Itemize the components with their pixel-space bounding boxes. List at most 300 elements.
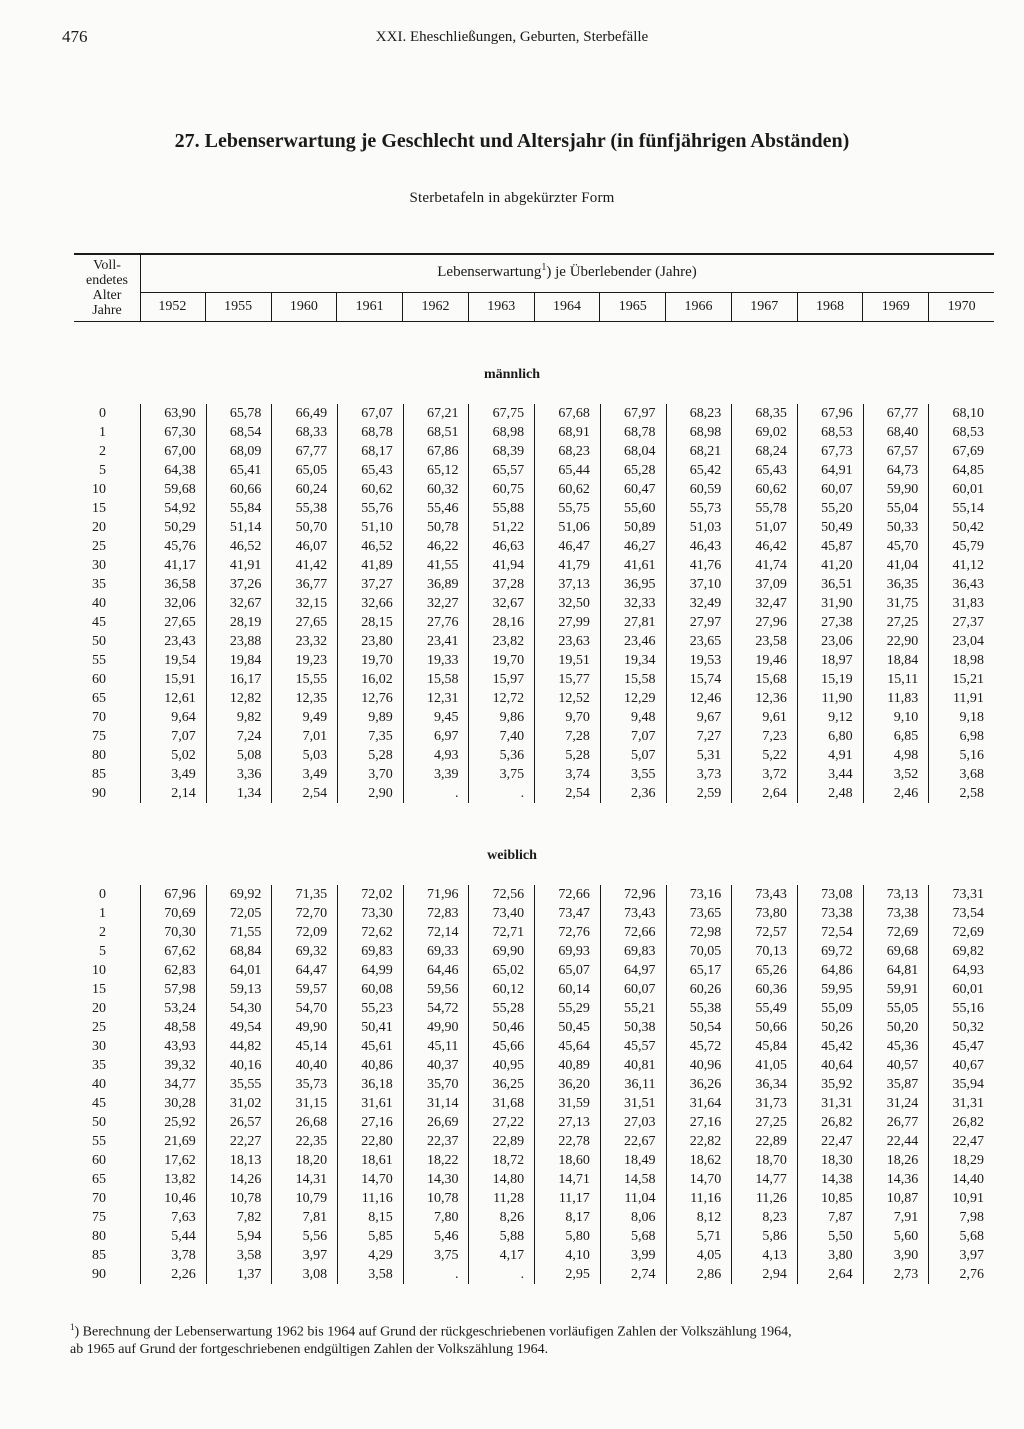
value-cell: 41,42 — [271, 556, 337, 575]
value-cell: 2,59 — [666, 784, 732, 803]
table-row — [74, 651, 994, 670]
value-cell: 60,14 — [534, 980, 600, 999]
value-cell: 70,30 — [164, 925, 196, 940]
value-cell: 72,56 — [468, 885, 534, 904]
value-cell: 67,77 — [271, 442, 337, 461]
value-cell: 59,90 — [863, 480, 929, 499]
age-cell: 35 — [92, 577, 106, 592]
value-cell: 68,33 — [271, 423, 337, 442]
value-cell: 5,56 — [271, 1227, 337, 1246]
value-cell: 12,72 — [468, 689, 534, 708]
table-row — [74, 1018, 994, 1037]
value-cell: 2,64 — [797, 1265, 863, 1284]
value-cell: 9,10 — [863, 708, 929, 727]
value-cell: 2,95 — [534, 1265, 600, 1284]
age-cell: 1 — [99, 906, 106, 921]
value-cell: 72,98 — [666, 923, 732, 942]
value-cell: 23,32 — [271, 632, 337, 651]
value-cell: 9,49 — [271, 708, 337, 727]
data-block-weiblich — [74, 885, 994, 1284]
value-cell: 3,90 — [863, 1246, 929, 1265]
value-cell: 2,26 — [171, 1267, 196, 1282]
value-cell: 68,78 — [337, 423, 403, 442]
footnote-marker: 1 — [70, 1322, 75, 1332]
value-group — [140, 1113, 994, 1132]
value-cell: 62,83 — [164, 963, 196, 978]
footnote — [70, 1319, 1000, 1358]
table-row — [74, 670, 994, 689]
value-cell: 40,89 — [534, 1056, 600, 1075]
value-cell: 2,36 — [600, 784, 666, 803]
value-cell: 36,34 — [731, 1075, 797, 1094]
value-cell: 22,90 — [863, 632, 929, 651]
value-cell: 72,71 — [468, 923, 534, 942]
value-cell: 60,12 — [468, 980, 534, 999]
value-cell: 5,94 — [206, 1227, 272, 1246]
value-cell: 27,65 — [271, 613, 337, 632]
value-cell: . — [468, 784, 534, 803]
table-row — [74, 480, 994, 499]
table-row — [74, 537, 994, 556]
value-cell: 73,30 — [337, 904, 403, 923]
value-cell: 68,04 — [600, 442, 666, 461]
value-cell: 40,95 — [468, 1056, 534, 1075]
value-cell: 40,37 — [403, 1056, 469, 1075]
value-cell: 37,09 — [731, 575, 797, 594]
value-cell: 36,51 — [797, 575, 863, 594]
value-cell: 8,15 — [337, 1208, 403, 1227]
value-cell: 5,02 — [171, 748, 196, 763]
value-cell: 50,78 — [403, 518, 469, 537]
value-cell: 67,97 — [600, 404, 666, 423]
year-header-cell: 1964 — [534, 293, 600, 321]
value-cell: 59,56 — [403, 980, 469, 999]
table-row — [74, 1189, 994, 1208]
value-cell: 41,89 — [337, 556, 403, 575]
value-cell: 73,43 — [600, 904, 666, 923]
table-row — [74, 442, 994, 461]
value-cell: 69,02 — [731, 423, 797, 442]
age-cell: 70 — [92, 1191, 106, 1206]
value-cell: 69,33 — [403, 942, 469, 961]
value-cell: 4,13 — [731, 1246, 797, 1265]
value-cell: 18,97 — [797, 651, 863, 670]
value-cell: 12,35 — [271, 689, 337, 708]
value-cell: 60,59 — [666, 480, 732, 499]
value-cell: 2,54 — [534, 784, 600, 803]
value-cell: 51,22 — [468, 518, 534, 537]
table-row — [74, 999, 994, 1018]
value-cell: . — [468, 1265, 534, 1284]
value-cell: 5,28 — [337, 746, 403, 765]
value-cell: 14,31 — [271, 1170, 337, 1189]
stub-header-line: Alter — [92, 288, 122, 303]
value-group — [140, 1094, 994, 1113]
value-cell: 27,03 — [600, 1113, 666, 1132]
value-cell: 36,18 — [337, 1075, 403, 1094]
value-cell: 73,31 — [928, 885, 994, 904]
age-cell: 65 — [92, 1172, 106, 1187]
year-header-cell: 1963 — [468, 293, 534, 321]
value-cell: 19,54 — [164, 653, 196, 668]
age-cell: 40 — [92, 1077, 106, 1092]
value-cell: 40,57 — [863, 1056, 929, 1075]
value-cell: 69,68 — [863, 942, 929, 961]
value-cell: 2,74 — [600, 1265, 666, 1284]
value-cell: 49,54 — [206, 1018, 272, 1037]
value-group — [140, 404, 994, 423]
footnote-marker: 1 — [541, 262, 547, 273]
table-row — [74, 1246, 994, 1265]
value-cell: 2,64 — [731, 784, 797, 803]
value-cell: 22,47 — [928, 1132, 994, 1151]
value-cell: 18,61 — [337, 1151, 403, 1170]
value-cell: 50,46 — [468, 1018, 534, 1037]
value-cell: 3,49 — [171, 767, 196, 782]
value-group — [140, 1189, 994, 1208]
table-row — [74, 689, 994, 708]
value-cell: 69,83 — [337, 942, 403, 961]
value-cell: 41,04 — [863, 556, 929, 575]
value-cell: 55,76 — [337, 499, 403, 518]
value-cell: 46,22 — [403, 537, 469, 556]
age-cell: 90 — [92, 786, 106, 801]
value-cell: 36,25 — [468, 1075, 534, 1094]
value-cell: 64,81 — [863, 961, 929, 980]
age-cell: 2 — [99, 444, 106, 459]
value-cell: 10,78 — [403, 1189, 469, 1208]
value-cell: 7,98 — [928, 1208, 994, 1227]
value-cell: 31,31 — [928, 1094, 994, 1113]
value-cell: 34,77 — [164, 1077, 196, 1092]
value-cell: 73,38 — [797, 904, 863, 923]
value-group — [140, 670, 994, 689]
value-cell: 4,91 — [797, 746, 863, 765]
value-cell: 26,82 — [928, 1113, 994, 1132]
value-cell: 15,97 — [468, 670, 534, 689]
value-cell: 40,16 — [206, 1056, 272, 1075]
value-cell: 55,29 — [534, 999, 600, 1018]
value-cell: 7,80 — [403, 1208, 469, 1227]
value-cell: 19,34 — [600, 651, 666, 670]
value-cell: 19,70 — [468, 651, 534, 670]
value-cell: 51,07 — [731, 518, 797, 537]
value-cell: 59,91 — [863, 980, 929, 999]
value-cell: 15,21 — [928, 670, 994, 689]
value-cell: 7,27 — [666, 727, 732, 746]
value-cell: 5,36 — [468, 746, 534, 765]
value-cell: 67,68 — [534, 404, 600, 423]
value-cell: 50,49 — [797, 518, 863, 537]
value-cell: 8,17 — [534, 1208, 600, 1227]
value-cell: 7,07 — [171, 729, 196, 744]
age-cell: 75 — [92, 1210, 106, 1225]
value-cell: 4,29 — [337, 1246, 403, 1265]
age-cell: 90 — [92, 1267, 106, 1282]
value-cell: 68,21 — [666, 442, 732, 461]
value-cell: 5,85 — [337, 1227, 403, 1246]
value-cell: 69,90 — [468, 942, 534, 961]
value-cell: 67,30 — [164, 425, 196, 440]
section-label-weiblich: weiblich — [487, 848, 537, 863]
value-cell: 68,40 — [863, 423, 929, 442]
value-cell: 65,78 — [206, 404, 272, 423]
value-cell: 35,92 — [797, 1075, 863, 1094]
value-cell: 11,91 — [928, 689, 994, 708]
stub-header-line: endetes — [86, 273, 128, 288]
value-cell: 72,96 — [600, 885, 666, 904]
value-cell: 63,90 — [164, 406, 196, 421]
value-cell: 67,96 — [797, 404, 863, 423]
value-cell: 36,11 — [600, 1075, 666, 1094]
value-cell: 45,64 — [534, 1037, 600, 1056]
table-row — [74, 1151, 994, 1170]
value-cell: 36,77 — [271, 575, 337, 594]
value-cell: 72,70 — [271, 904, 337, 923]
value-cell: 65,44 — [534, 461, 600, 480]
value-cell: 72,57 — [731, 923, 797, 942]
value-cell: 27,22 — [468, 1113, 534, 1132]
value-cell: 15,19 — [797, 670, 863, 689]
value-cell: 55,88 — [468, 499, 534, 518]
value-cell: 54,30 — [206, 999, 272, 1018]
value-cell: 69,72 — [797, 942, 863, 961]
value-cell: 55,05 — [863, 999, 929, 1018]
table-row — [74, 461, 994, 480]
value-cell: 28,19 — [206, 613, 272, 632]
value-cell: 54,70 — [271, 999, 337, 1018]
value-cell: 9,12 — [797, 708, 863, 727]
value-cell: 55,84 — [206, 499, 272, 518]
value-cell: 10,85 — [797, 1189, 863, 1208]
value-cell: 11,26 — [731, 1189, 797, 1208]
value-cell: 46,47 — [534, 537, 600, 556]
value-cell: 65,12 — [403, 461, 469, 480]
value-cell: 11,16 — [666, 1189, 732, 1208]
value-cell: 1,37 — [206, 1265, 272, 1284]
age-cell: 80 — [92, 1229, 106, 1244]
value-cell: 68,24 — [731, 442, 797, 461]
age-cell: 20 — [92, 520, 106, 535]
value-cell: 3,44 — [797, 765, 863, 784]
age-cell: 25 — [92, 1020, 106, 1035]
year-header-cell: 1955 — [205, 293, 271, 321]
value-cell: 22,89 — [468, 1132, 534, 1151]
value-cell: 45,11 — [403, 1037, 469, 1056]
value-cell: 31,14 — [403, 1094, 469, 1113]
footnote-line — [70, 1319, 1000, 1341]
value-cell: 55,09 — [797, 999, 863, 1018]
age-cell: 85 — [92, 1248, 106, 1263]
value-cell: 50,54 — [666, 1018, 732, 1037]
age-cell: 2 — [99, 925, 106, 940]
value-cell: 65,57 — [468, 461, 534, 480]
value-cell: 22,78 — [534, 1132, 600, 1151]
value-cell: 18,13 — [206, 1151, 272, 1170]
value-group — [140, 537, 994, 556]
table-row — [74, 1208, 994, 1227]
value-cell: 73,08 — [797, 885, 863, 904]
value-cell: 27,76 — [403, 613, 469, 632]
value-cell: 2,94 — [731, 1265, 797, 1284]
year-header-cell: 1970 — [928, 293, 994, 321]
value-cell: 45,72 — [666, 1037, 732, 1056]
value-cell: 68,10 — [928, 404, 994, 423]
value-cell: 11,83 — [863, 689, 929, 708]
value-cell: 7,81 — [271, 1208, 337, 1227]
value-group — [140, 518, 994, 537]
value-cell: 3,55 — [600, 765, 666, 784]
value-cell: 51,03 — [666, 518, 732, 537]
table-title: 27. Lebenserwartung je Geschlecht und Altersjahr (in fünfjährigen Abständen) — [174, 130, 850, 152]
value-cell: 51,06 — [534, 518, 600, 537]
value-group — [140, 1246, 994, 1265]
value-cell: 3,39 — [403, 765, 469, 784]
value-cell: 31,31 — [797, 1094, 863, 1113]
value-cell: 19,23 — [271, 651, 337, 670]
value-cell: 36,26 — [666, 1075, 732, 1094]
value-group — [140, 1018, 994, 1037]
value-cell: 50,66 — [731, 1018, 797, 1037]
value-cell: 26,82 — [797, 1113, 863, 1132]
value-cell: 41,12 — [928, 556, 994, 575]
value-cell: 4,17 — [468, 1246, 534, 1265]
value-cell: 10,87 — [863, 1189, 929, 1208]
value-cell: 64,38 — [164, 463, 196, 478]
value-cell: 45,61 — [337, 1037, 403, 1056]
value-cell: 3,73 — [666, 765, 732, 784]
year-header-cell: 1965 — [599, 293, 665, 321]
value-cell: 7,91 — [863, 1208, 929, 1227]
value-cell: 46,52 — [337, 537, 403, 556]
value-cell: 64,47 — [271, 961, 337, 980]
value-cell: 3,52 — [863, 765, 929, 784]
value-cell: 14,77 — [731, 1170, 797, 1189]
value-cell: 67,77 — [863, 404, 929, 423]
age-cell: 30 — [92, 558, 106, 573]
value-cell: 14,38 — [797, 1170, 863, 1189]
stub-header-line: Voll- — [93, 258, 121, 273]
value-cell: 45,42 — [797, 1037, 863, 1056]
value-cell: 49,90 — [403, 1018, 469, 1037]
value-cell: 55,46 — [403, 499, 469, 518]
value-cell: 55,78 — [731, 499, 797, 518]
value-cell: 13,82 — [164, 1172, 196, 1187]
value-cell: 18,26 — [863, 1151, 929, 1170]
value-cell: 11,16 — [337, 1189, 403, 1208]
value-group — [140, 651, 994, 670]
age-cell: 35 — [92, 1058, 106, 1073]
value-cell: 49,90 — [271, 1018, 337, 1037]
value-cell: 68,53 — [797, 423, 863, 442]
age-cell: 5 — [99, 944, 106, 959]
value-cell: 67,62 — [164, 944, 196, 959]
value-cell: 45,36 — [863, 1037, 929, 1056]
value-group — [140, 980, 994, 999]
value-cell: 41,91 — [206, 556, 272, 575]
value-cell: 31,83 — [928, 594, 994, 613]
value-cell: 3,49 — [271, 765, 337, 784]
value-cell: 23,82 — [468, 632, 534, 651]
value-cell: 8,23 — [731, 1208, 797, 1227]
value-group — [140, 632, 994, 651]
value-cell: 3,99 — [600, 1246, 666, 1265]
value-cell: 7,63 — [171, 1210, 196, 1225]
value-cell: 60,62 — [534, 480, 600, 499]
age-cell: 40 — [92, 596, 106, 611]
value-cell: 39,32 — [164, 1058, 196, 1073]
value-cell: 23,04 — [928, 632, 994, 651]
table-row — [74, 1075, 994, 1094]
value-cell: 37,26 — [206, 575, 272, 594]
value-cell: 32,67 — [468, 594, 534, 613]
value-cell: 40,40 — [271, 1056, 337, 1075]
value-cell: 64,85 — [928, 461, 994, 480]
value-cell: 55,20 — [797, 499, 863, 518]
value-cell: 46,07 — [271, 537, 337, 556]
value-cell: 31,02 — [206, 1094, 272, 1113]
spanner-text: Lebenserwartung — [437, 264, 542, 280]
value-cell: 67,07 — [337, 404, 403, 423]
value-cell: 15,91 — [164, 672, 196, 687]
value-cell: 37,28 — [468, 575, 534, 594]
value-cell: 18,84 — [863, 651, 929, 670]
value-cell: 40,67 — [928, 1056, 994, 1075]
table-row — [74, 1113, 994, 1132]
value-cell: 7,23 — [731, 727, 797, 746]
value-cell: 60,47 — [600, 480, 666, 499]
value-cell: 14,70 — [666, 1170, 732, 1189]
value-cell: 71,96 — [403, 885, 469, 904]
value-cell: 4,05 — [666, 1246, 732, 1265]
value-cell: 12,52 — [534, 689, 600, 708]
value-cell: 9,61 — [731, 708, 797, 727]
value-cell: 36,58 — [164, 577, 196, 592]
value-group — [140, 746, 994, 765]
value-cell: 64,91 — [797, 461, 863, 480]
value-group — [140, 499, 994, 518]
value-cell: 45,84 — [731, 1037, 797, 1056]
value-cell: 14,36 — [863, 1170, 929, 1189]
value-cell: 67,00 — [164, 444, 196, 459]
value-cell: 15,68 — [731, 670, 797, 689]
value-cell: 15,74 — [666, 670, 732, 689]
value-cell: 69,82 — [928, 942, 994, 961]
value-cell: 26,57 — [206, 1113, 272, 1132]
value-cell: 40,86 — [337, 1056, 403, 1075]
value-cell: 32,67 — [206, 594, 272, 613]
value-cell: 35,55 — [206, 1075, 272, 1094]
stub-header — [74, 258, 140, 318]
value-cell: 27,25 — [863, 613, 929, 632]
value-cell: 3,68 — [928, 765, 994, 784]
age-cell: 75 — [92, 729, 106, 744]
value-cell: 72,02 — [337, 885, 403, 904]
value-cell: 64,73 — [863, 461, 929, 480]
value-cell: 65,41 — [206, 461, 272, 480]
value-cell: 2,76 — [928, 1265, 994, 1284]
header-top-rule — [74, 253, 994, 255]
value-cell: 18,29 — [928, 1151, 994, 1170]
value-cell: 26,77 — [863, 1113, 929, 1132]
value-cell: 31,61 — [337, 1094, 403, 1113]
value-cell: 55,23 — [337, 999, 403, 1018]
value-cell: 68,78 — [600, 423, 666, 442]
value-cell: 68,23 — [534, 442, 600, 461]
value-cell: 73,65 — [666, 904, 732, 923]
table-row — [74, 980, 994, 999]
table-row — [74, 746, 994, 765]
